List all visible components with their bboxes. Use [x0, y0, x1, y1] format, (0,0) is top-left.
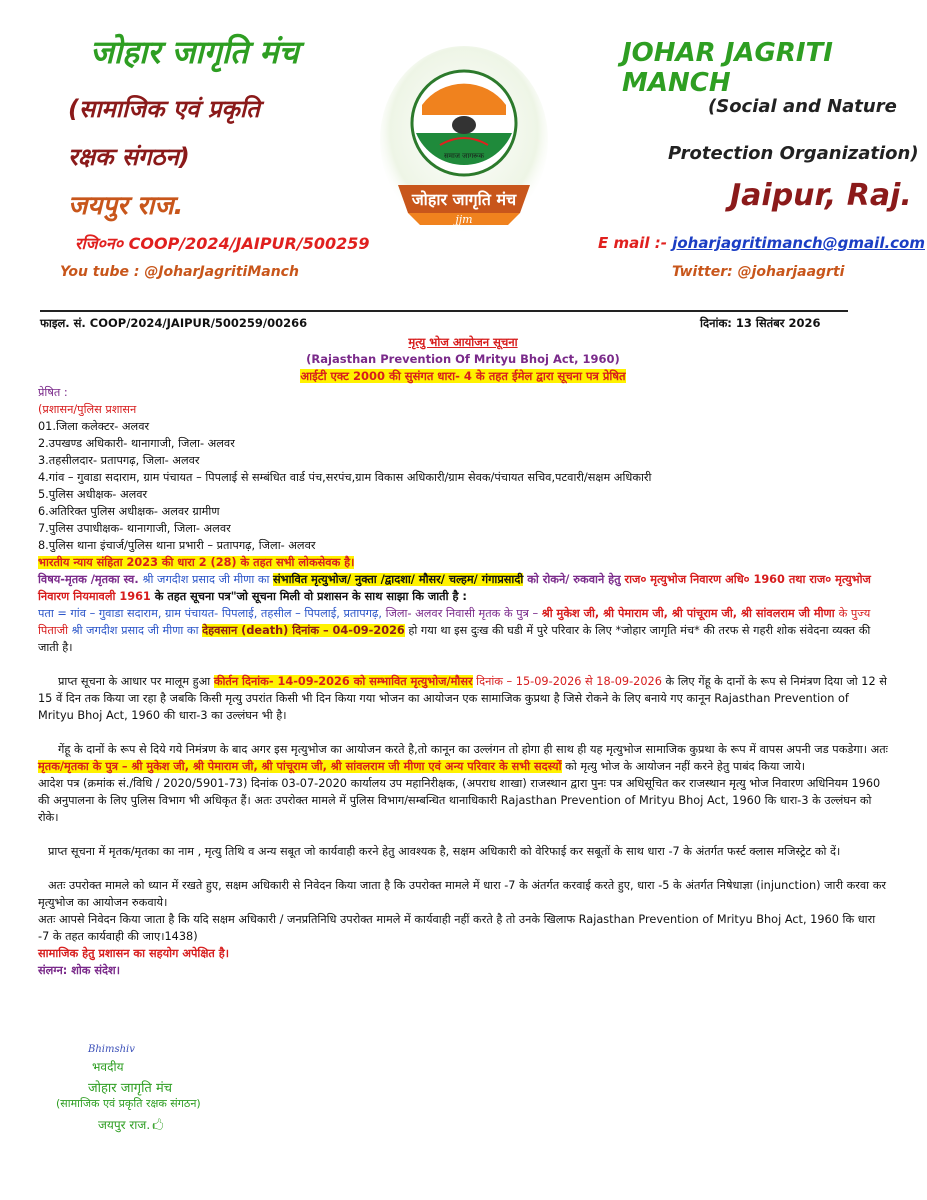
email-row: [598, 234, 925, 252]
address-district: जिला- अलवर निवासी मृतक के पुत्र –: [385, 607, 542, 620]
yours-faithfully: भवदीय: [92, 1060, 124, 1074]
it-act-notice: आईटी एक्ट 2000 की सुसंगत धारा- 4 के तहत ईमेल द्वारा सूचना पत्र प्रेषित: [300, 369, 626, 383]
feast-dates: दिनांक – 15-09-2026 से 18-09-2026: [472, 675, 666, 688]
recipient-item: 01.जिला कलेक्टर- अलवर: [38, 420, 150, 433]
paragraph-6: अतः आपसे निवेदन किया जाता है कि यदि सक्षम अधिकारी / जनप्रतिनिधि उपरोक्त मामले में कार्यवाही नहीं करते है तो उनके खिलाफ Rajasthan Prevention of Mrityu Bhoj Act, 1960 कि धारा -7 के तहत कार्यवाही की जाए।1438): [38, 913, 876, 943]
deceased-name: श्री जगदीश प्रसाद जी मीणा का: [142, 573, 274, 586]
twitter-handle: Twitter: @joharjaagrti: [672, 264, 845, 280]
family-members: मृतक/मृतका के पुत्र – श्री मुकेश जी, श्री पेमाराम जी, श्री पांचूराम जी, श्री सांवलराम जी मीणा एवं अन्य परिवार के सभी सदस्यों: [38, 760, 562, 773]
thumbs-up-icon: 🖒: [152, 1118, 164, 1132]
signature-scribble: Bhimshiv: [88, 1044, 135, 1055]
subject-purpose: को रोकने/ रुकवाने हेतु: [523, 573, 625, 586]
logo-initials: jjm: [455, 213, 473, 226]
act-name: राज० मृत्युभोज निवारण अधि० 1960 तथा राज० मृत्युभोज निवारण नियमावली 1961: [38, 573, 871, 603]
recipient-item: 8.पुलिस थाना इंचार्ज/पुलिस थाना प्रभारी – प्रतापगढ़, जिला- अलवर: [38, 539, 316, 552]
to-label: प्रेषित :: [38, 386, 68, 399]
header-divider: [40, 310, 848, 312]
recipient-item: 6.अतिरिक्त पुलिस अधीक्षक- अलवर ग्रामीण: [38, 505, 220, 518]
recipient-item: 3.तहसीलदार- प्रतापगढ़, जिला- अलवर: [38, 454, 200, 467]
kirtan-date: कीर्तन दिनांक- 14-09-2026 को सम्भावित मृत्युभोज/मौसर: [213, 675, 473, 688]
email-label: E mail :-: [598, 234, 673, 252]
subject-end: के तहत सूचना पत्र"जो सूचना मिली वो प्रशासन के साथ साझा कि जाती है :: [150, 590, 467, 603]
org-subtitle-english-1: (Social and Nature: [708, 96, 897, 117]
para2-start: गेंहू के दानों के रूप से दिये गये निमंत्रण के बाद अगर इस मृत्युभोज का आयोजन करते है,तो कानून का उल्लंगन तो होगा ही साथ ही यह मृत्युभोज सामाजिक कुप्रथा के रूप में वापस अपनी जड पकडेगा। अतः: [58, 743, 888, 756]
recipient-item: 4.गांव – गुवाडा सदाराम, ग्राम पंचायत – पिपलाई से सम्बंधित वार्ड पंच,सरपंच,ग्राम विकास अधिकारी/ग्राम सेवक/पंचायत सचिव,पटवारी/सक्षम अधिकारी: [38, 471, 652, 484]
signature-city: जयपुर राज.: [98, 1118, 151, 1132]
signature-city-row: [98, 1116, 164, 1137]
subject-paragraph: [38, 571, 888, 605]
address-village: पता = गांव – गुवाडा सदाराम, ग्राम पंचायत- पिपलाई, तहसील –: [38, 607, 305, 620]
paragraph-3: आदेश पत्र (क्रमांक सं./विधि / 2020/5901-73) दिनांक 03-07-2020 कार्यालय उप महानिरीक्षक, (अपराध शाखा) राजस्थान द्वारा पुनः पत्र अधिसूचित कर राजस्थान मृत्यु भोज निवारण अधिनियम 1960 की अनुपालना के लिए पुलिस विभाग भी अधिकृत हैं। अतः उपरोक्त मामले में पुलिस विभाग/सम्बन्धित थानाधिकारी Rajasthan Prevention of Mrityu Bhoj Act, 1960 कि धारा-3 के उल्लंघन को रोके।: [38, 777, 881, 824]
org-subtitle-hindi-1: (सामाजिक एवं प्रकृति: [68, 95, 260, 123]
org-title-english: JOHAR JAGRITI MANCH: [622, 38, 833, 98]
bns-notice: भारतीय न्याय संहिता 2023 की धारा 2 (28) के तहत सभी लोकसेवक है।: [38, 556, 355, 569]
condolence-text: हो गया था इस दुःख की घडी में पुरे परिवार के लिए *जोहार जागृति मंच* की तरफ से गहरी शोक संवेदना व्यक्त की जाती है।: [38, 624, 871, 654]
registration-number: रजि०न० COOP/2024/JAIPUR/500259: [75, 234, 370, 253]
enclosure: संलग्न: शोक संदेश।: [38, 964, 121, 977]
logo-emblem-icon: [378, 45, 550, 255]
youtube-handle: You tube : @JoharJagritiManch: [60, 264, 299, 280]
paragraph-4: प्राप्त सूचना में मृतक/मृतका का नाम , मृत्यु तिथि व अन्य सबूत जो कार्यवाही करने हेतु आवश्यक है, सक्षम अधिकारी को वेरिफाई कर सबूतों के साथ धारा -7 के अंतर्गत फर्स्ट क्लास मजिस्ट्रेट को दें।: [48, 845, 841, 858]
letter-date: दिनांक: 13 सितंबर 2026: [700, 316, 821, 330]
notice-heading: मृत्यु भोज आयोजन सूचना: [408, 335, 518, 349]
recipient-item: 5.पुलिस अधीक्षक- अलवर: [38, 488, 148, 501]
para1-start: प्राप्त सूचना के आधार पर मालूम हुआ: [58, 675, 214, 688]
logo-tagline: समाज जागरूक: [444, 152, 484, 160]
para1-end: के लिए गेंहू के दानों के रूप से निमंत्रण दिया जो 12 से 15 वें दिन तक किया जा रहा है जबकि किसी मृत्यु उपरांत किसी भी दिन किया गया भोजन का आयोजन एक सामाजिक कुप्रथा है जिसे रोकने के लिए बनाये गए कानून Rajasthan Prevention of Mrityu Bhoj Act, 1960 की धारा-3 का उल्लंघन भी है।: [38, 675, 887, 722]
city-hindi: जयपुर राज.: [68, 191, 184, 221]
event-types: संभावित मृत्युभोज/ नुक्ता /द्वादशा/ मौसर/ चल्हम/ गंगाप्रसादी: [273, 573, 524, 586]
subject-label: विषय-मृतक /मृतका स्व.: [38, 573, 143, 586]
logo-text: जोहार जागृति मंच: [411, 190, 517, 209]
paragraph-5: अतः उपरोक्त मामले को ध्यान में रखते हुए, सक्षम अधिकारी से निवेदन किया जाता है कि उपरोक्त मामले में धारा -7 के अंतर्गत करवाई करते हुए, धारा -5 के अंतर्गत निषेधाज्ञा (injunction) जारी करवा कर मृत्युभोज का आयोजन रुकवाये।: [38, 879, 886, 909]
cooperation-request: सामाजिक हेतु प्रशासन का सहयोग अपेक्षित है।: [38, 947, 230, 960]
org-subtitle-hindi-2: रक्षक संगठन): [68, 143, 190, 171]
address-paragraph: [38, 605, 888, 656]
org-subtitle-english-2: Protection Organization): [668, 143, 919, 164]
death-date: देहवसान (death) दिनांक – 04-09-2026: [202, 624, 405, 637]
signature-org-sub: (सामाजिक एवं प्रकृति रक्षक संगठन): [56, 1097, 201, 1110]
org-logo: [378, 45, 550, 255]
paragraph-2: [38, 741, 888, 775]
act-reference: (Rajasthan Prevention Of Mrityu Bhoj Act, 1960): [306, 352, 620, 366]
email-link[interactable]: joharjagritimanch@gmail.com: [672, 234, 925, 252]
file-number: फाइल. सं. COOP/2024/JAIPUR/500259/00266: [40, 316, 308, 330]
org-title-hindi: जोहार जागृति मंच: [90, 33, 299, 71]
recipient-item: 7.पुलिस उपाधीक्षक- थानागाजी, जिला- अलवर: [38, 522, 231, 535]
father-label: के पुज्य पिताजी: [38, 607, 871, 637]
recipient-list: [38, 418, 888, 554]
sons-names: श्री मुकेश जी, श्री पेमाराम जी, श्री पांचूराम जी, श्री सांवलराम जी मीणा: [541, 607, 839, 620]
father-name: श्री जगदीश प्रसाद जी मीणा का: [71, 624, 203, 637]
para2-end: को मृत्यु भोज के आयोजन नहीं करने हेतु पाबंद किया जाये।: [561, 760, 806, 773]
paragraph-1: [38, 673, 888, 724]
signature-org: जोहार जागृति मंच: [88, 1081, 173, 1096]
admin-label: (प्रशासन/पुलिस प्रशासन: [38, 403, 137, 416]
city-english: Jaipur, Raj.: [730, 178, 912, 213]
address-tehsil: पिपलाई, प्रतापगढ़,: [304, 607, 386, 620]
recipient-item: 2.उपखण्ड अधिकारी- थानागाजी, जिला- अलवर: [38, 437, 235, 450]
